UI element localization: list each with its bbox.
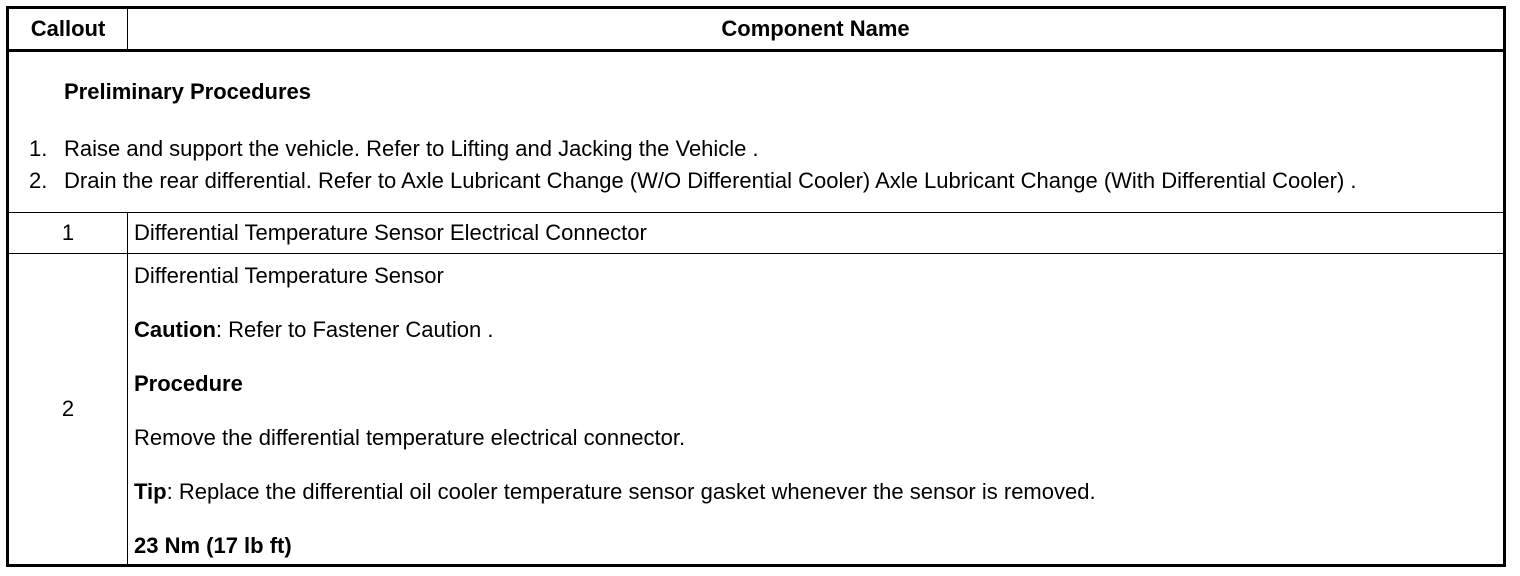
component-name: Differential Temperature Sensor — [134, 263, 444, 288]
caution-text: : Refer to Fastener Caution . — [215, 317, 494, 342]
caution-note — [134, 317, 1503, 343]
callout-number: 1 — [8, 213, 128, 254]
component-name-header: Component Name — [128, 8, 1505, 51]
step-number: 2. — [29, 168, 48, 193]
tip-note — [134, 479, 1503, 505]
preliminary-cell — [8, 51, 1505, 213]
component-table — [6, 6, 1506, 567]
callout-header: Callout — [8, 8, 128, 51]
preliminary-row — [8, 51, 1505, 213]
table-row — [8, 254, 1505, 566]
preliminary-steps-list — [9, 133, 1503, 197]
caution-label: Caution — [134, 317, 216, 342]
tip-label: Tip — [134, 479, 167, 504]
procedure-heading: Procedure — [134, 371, 243, 396]
list-item — [9, 133, 1503, 165]
component-name: Differential Temperature Sensor Electrical Connector — [128, 213, 1505, 254]
step-number: 1. — [29, 136, 48, 161]
callout-number: 2 — [8, 254, 128, 566]
list-item — [9, 165, 1503, 197]
preliminary-title: Preliminary Procedures — [64, 79, 312, 104]
procedure-text: Remove the differential temperature electrical connector. — [134, 425, 686, 450]
table-header-row — [8, 8, 1505, 51]
step-text: Drain the rear differential. Refer to Axle Lubricant Change (W/O Differential Cooler) Axle Lubricant Change (With Differential Cooler) . — [64, 168, 1357, 193]
table-row — [8, 213, 1505, 254]
step-text: Raise and support the vehicle. Refer to Lifting and Jacking the Vehicle . — [64, 136, 759, 161]
component-detail-cell — [128, 254, 1505, 566]
torque-spec: 23 Nm (17 lb ft) — [134, 533, 292, 558]
tip-text: : Replace the differential oil cooler temperature sensor gasket whenever the sensor is removed. — [166, 479, 1096, 504]
